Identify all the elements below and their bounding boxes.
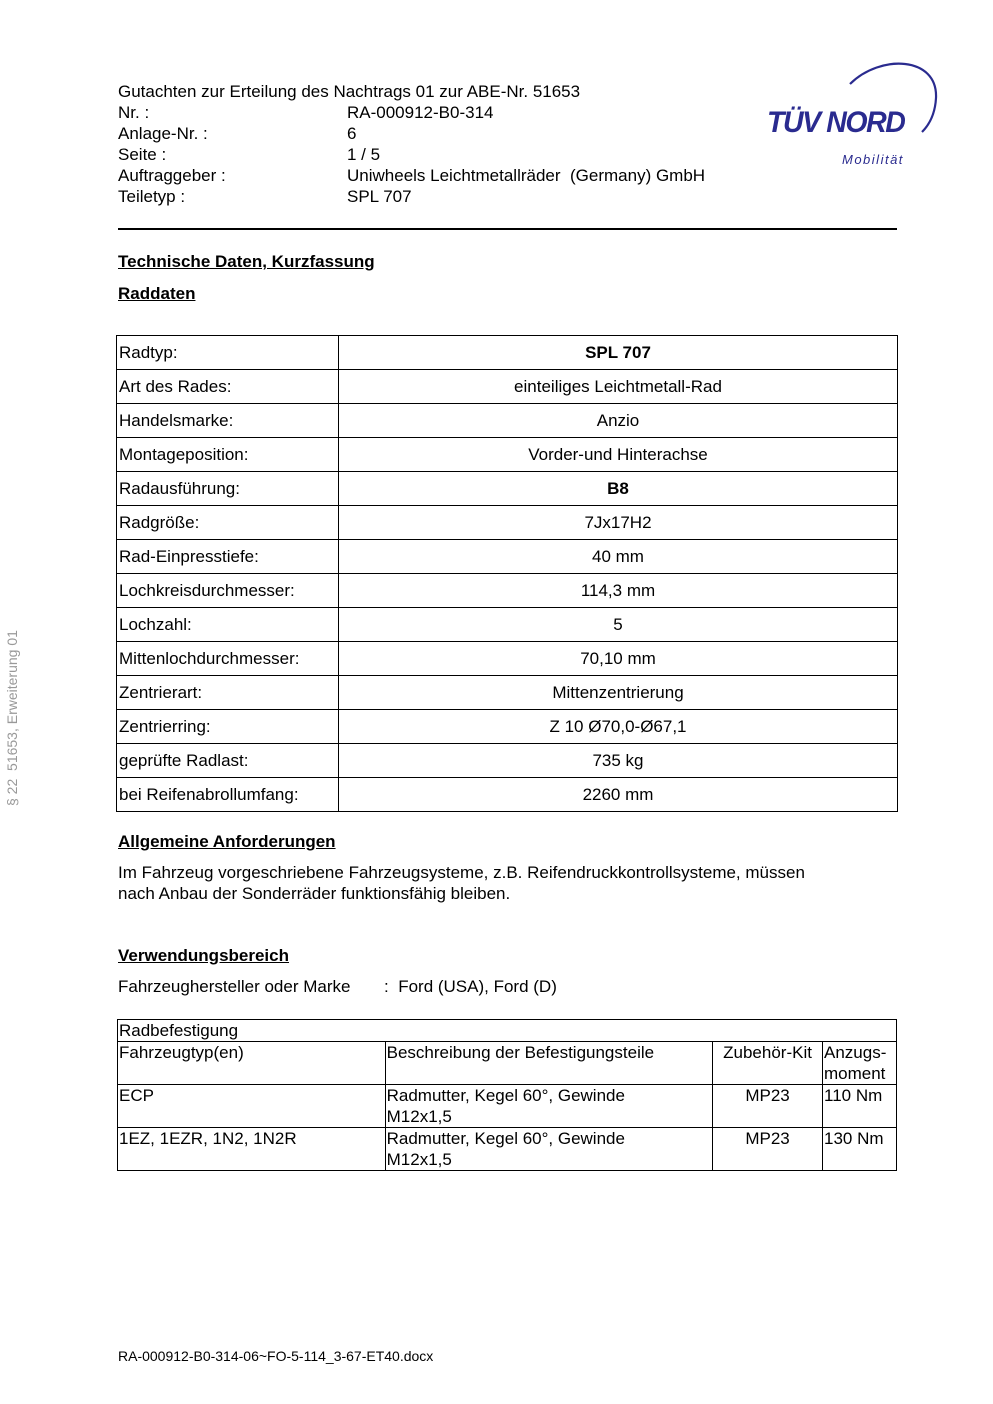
header-label: Nr. :	[118, 103, 150, 122]
header-value: Uniwheels Leichtmetallräder (Germany) GmbH	[347, 166, 706, 185]
table-row	[117, 608, 898, 642]
paragraph-line: Im Fahrzeug vorgeschriebene Fahrzeugsysteme, z.B. Reifendruckkontrollsysteme, müssen	[118, 863, 805, 882]
row-label: Montageposition:	[117, 438, 339, 472]
header-label: Teiletyp :	[118, 187, 186, 206]
row-label: Radausführung:	[117, 472, 339, 506]
column-header: Fahrzeugtyp(en)	[118, 1042, 386, 1085]
vehicle-types: ECP	[118, 1085, 386, 1128]
column-header: Beschreibung der Befestigungsteile	[385, 1042, 712, 1085]
header-value: SPL 707	[347, 187, 412, 206]
accessory-kit: MP23	[713, 1085, 823, 1128]
heading-verwendung: Verwendungsbereich	[118, 946, 289, 965]
tuev-nord-logo	[762, 58, 942, 173]
table-title-row	[118, 1020, 897, 1042]
row-value: Anzio	[339, 404, 898, 438]
table-row	[117, 778, 898, 812]
row-label: Zentrierring:	[117, 710, 339, 744]
row-value: Vorder-und Hinterachse	[339, 438, 898, 472]
header-row-seite	[118, 144, 778, 165]
table-row	[117, 336, 898, 370]
document-header	[118, 81, 778, 207]
desc-line: M12x1,5	[386, 1107, 452, 1126]
maker-separator: :	[384, 977, 389, 996]
header-row-nr	[118, 102, 778, 123]
table-row	[117, 370, 898, 404]
table-header-row	[118, 1042, 897, 1085]
header-value: RA-000912-B0-314	[347, 103, 494, 122]
vehicle-maker	[118, 977, 557, 997]
row-label: Rad-Einpresstiefe:	[117, 540, 339, 574]
row-label: Radtyp:	[117, 336, 339, 370]
wheel-fixing-table	[117, 1019, 897, 1171]
row-value: 5	[339, 608, 898, 642]
allgemein-paragraph	[118, 862, 805, 904]
row-value: 114,3 mm	[339, 574, 898, 608]
table-row	[117, 540, 898, 574]
row-value: 70,10 mm	[339, 642, 898, 676]
torque: 130 Nm	[823, 1128, 897, 1171]
logo-subtitle: Mobilität	[842, 152, 904, 167]
header-label: Auftraggeber :	[118, 166, 226, 185]
document-title: Gutachten zur Erteilung des Nachtrags 01 zur ABE-Nr. 51653	[118, 82, 581, 101]
table-row	[117, 710, 898, 744]
row-value: B8	[339, 472, 898, 506]
side-margin-note: § 22 51653, Erweiterung 01	[4, 630, 20, 806]
desc-line: Radmutter, Kegel 60°, Gewinde	[386, 1129, 625, 1148]
table-row	[117, 472, 898, 506]
row-label: Lochkreisdurchmesser:	[117, 574, 339, 608]
header-value: 6	[347, 124, 357, 143]
table-row	[117, 642, 898, 676]
paragraph-line: nach Anbau der Sonderräder funktionsfähig bleiben.	[118, 884, 511, 903]
wheel-data-table	[116, 335, 898, 812]
row-label: Mittenlochdurchmesser:	[117, 642, 339, 676]
header-label: Anlage-Nr. :	[118, 124, 208, 143]
row-value: Mittenzentrierung	[339, 676, 898, 710]
fixing-description	[385, 1128, 712, 1171]
desc-line: M12x1,5	[386, 1150, 452, 1169]
row-value: 735 kg	[339, 744, 898, 778]
footer-filename: RA-000912-B0-314-06~FO-5-114_3-67-ET40.docx	[118, 1348, 434, 1364]
header-label: Seite :	[118, 145, 167, 164]
row-label: bei Reifenabrollumfang:	[117, 778, 339, 812]
row-value: SPL 707	[339, 336, 898, 370]
header-value: 1 / 5	[347, 145, 381, 164]
row-label: Zentrierart:	[117, 676, 339, 710]
table-row	[117, 506, 898, 540]
header-row-anlage	[118, 123, 778, 144]
table-title: Radbefestigung	[118, 1020, 897, 1042]
header-divider	[118, 228, 897, 230]
row-value: Z 10 Ø70,0-Ø67,1	[339, 710, 898, 744]
row-value: 2260 mm	[339, 778, 898, 812]
row-value: 40 mm	[339, 540, 898, 574]
header-line: moment	[824, 1064, 886, 1083]
heading-raddaten: Raddaten	[118, 284, 196, 303]
heading-technical: Technische Daten, Kurzfassung	[118, 252, 375, 271]
row-value: 7Jx17H2	[339, 506, 898, 540]
row-value: einteiliges Leichtmetall-Rad	[339, 370, 898, 404]
vehicle-types: 1EZ, 1EZR, 1N2, 1N2R	[118, 1128, 386, 1171]
table-row	[117, 744, 898, 778]
table-row	[117, 438, 898, 472]
maker-label: Fahrzeughersteller oder Marke	[118, 977, 351, 996]
header-row-teiletyp	[118, 186, 778, 207]
fixing-description	[385, 1085, 712, 1128]
row-label: Lochzahl:	[117, 608, 339, 642]
accessory-kit: MP23	[713, 1128, 823, 1171]
maker-value: Ford (USA), Ford (D)	[398, 977, 557, 996]
desc-line: Radmutter, Kegel 60°, Gewinde	[386, 1086, 625, 1105]
row-label: geprüfte Radlast:	[117, 744, 339, 778]
column-header: Zubehör-Kit	[713, 1042, 823, 1085]
row-label: Radgröße:	[117, 506, 339, 540]
heading-allgemein: Allgemeine Anforderungen	[118, 832, 336, 851]
table-row	[117, 676, 898, 710]
table-row	[117, 574, 898, 608]
row-label: Handelsmarke:	[117, 404, 339, 438]
table-row	[118, 1085, 897, 1128]
row-label: Art des Rades:	[117, 370, 339, 404]
table-row	[118, 1128, 897, 1171]
table-row	[117, 404, 898, 438]
header-line: Anzugs-	[824, 1043, 887, 1062]
column-header-torque	[823, 1042, 897, 1085]
header-row-auftraggeber	[118, 165, 778, 186]
torque: 110 Nm	[823, 1085, 897, 1128]
logo-brand: TÜV NORD	[767, 106, 905, 139]
